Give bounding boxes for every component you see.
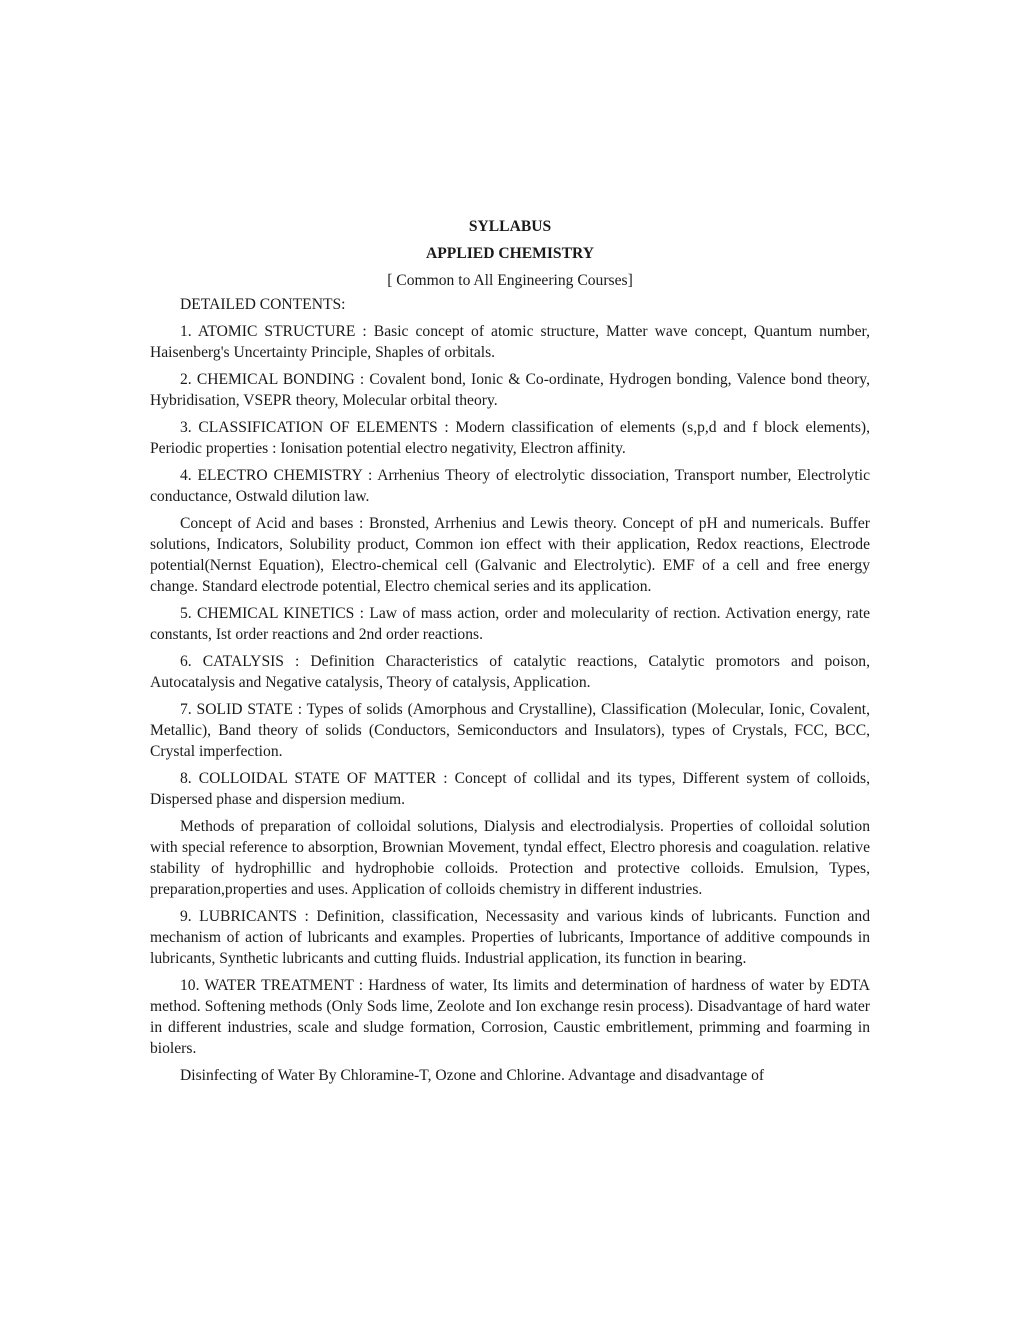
paragraph-water-treatment: 10. WATER TREATMENT : Hardness of water, Its limits and determination of hardness of water by EDTA method. Softening methods (Only Sods lime, Zeolote and Ion exchange resin process). Disadvantage of hard water in different industries, scale and sludge formation, Corrosion, Caustic embritlement, primming and foarming in biolers. xyxy=(150,977,870,1057)
paragraph-acids-bases: Concept of Acid and bases : Bronsted, Arrhenius and Lewis theory. Concept of pH and numericals. Buffer solutions, Indicators, Solubility product, Common ion effect with their application, Redox reactions, Electrode potential(Nernst Equation), Electro-chemical cell (Galvanic and Electrolytic). EMF of a cell and free energy change. Standard electrode potential, Electro chemical series and its application. xyxy=(150,515,870,595)
document-title: SYLLABUS xyxy=(468,218,552,235)
paragraph-colloid-methods: Methods of preparation of colloidal solutions, Dialysis and electrodialysis. Properties of colloidal solution with special reference to absorption, Brownian Movement, tyndal effect, Electro phoresis and coagulation. relative stability of hydrophillic and hydrophobie colloids. Protection and protective colloids. Emulsion, Types, preparation,properties and uses. Application of colloids chemistry in different industries. xyxy=(150,818,870,898)
paragraph-lubricants: 9. LUBRICANTS : Definition, classification, Necessasity and various kinds of lubricants. Function and mechanism of action of lubricants and examples. Properties of lubricants, Importance of additive compounds in lubricants, Synthetic lubricants and cutting fluids. Industrial application, its function in bearing. xyxy=(150,908,870,967)
paragraph-chemical-bonding: 2. CHEMICAL BONDING : Covalent bond, Ionic & Co-ordinate, Hydrogen bonding, Valence bond theory, Hybridisation, VSEPR theory, Molecular orbital theory. xyxy=(150,371,870,409)
paragraph-colloidal-state: 8. COLLOIDAL STATE OF MATTER : Concept of collidal and its types, Different system of colloids, Dispersed phase and dispersion medium. xyxy=(150,770,870,808)
course-note: [ Common to All Engineering Courses] xyxy=(387,272,633,289)
paragraph-disinfecting: Disinfecting of Water By Chloramine-T, Ozone and Chlorine. Advantage and disadvantage of xyxy=(180,1067,765,1084)
paragraph-catalysis: 6. CATALYSIS : Definition Characteristics of catalytic reactions, Catalytic promotors and poison, Autocatalysis and Negative catalysis, Theory of catalysis, Application. xyxy=(150,653,870,691)
syllabus-page xyxy=(150,213,870,1092)
contents-label: DETAILED CONTENTS: xyxy=(180,296,346,313)
paragraph-atomic-structure: 1. ATOMIC STRUCTURE : Basic concept of atomic structure, Matter wave concept, Quantum number, Haisenberg's Uncertainty Principle, Shaples of orbitals. xyxy=(150,323,870,361)
paragraph-solid-state: 7. SOLID STATE : Types of solids (Amorphous and Crystalline), Classification (Molecular, Ionic, Covalent, Metallic), Band theory of solids (Conductors, Semiconductors and Insulators), types of Crystals, FCC, BCC, Crystal imperfection. xyxy=(150,701,870,760)
paragraph-electro-chemistry: 4. ELECTRO CHEMISTRY : Arrhenius Theory of electrolytic dissociation, Transport number, Electrolytic conductance, Ostwald dilution law. xyxy=(150,467,870,505)
paragraph-chemical-kinetics: 5. CHEMICAL KINETICS : Law of mass action, order and molecularity of rection. Activation energy, rate constants, Ist order reactions and 2nd order reactions. xyxy=(150,605,870,643)
paragraph-classification: 3. CLASSIFICATION OF ELEMENTS : Modern classification of elements (s,p,d and f block elements), Periodic properties : Ionisation potential electro negativity, Electron affinity. xyxy=(150,419,870,457)
subject-title: APPLIED CHEMISTRY xyxy=(426,245,594,262)
